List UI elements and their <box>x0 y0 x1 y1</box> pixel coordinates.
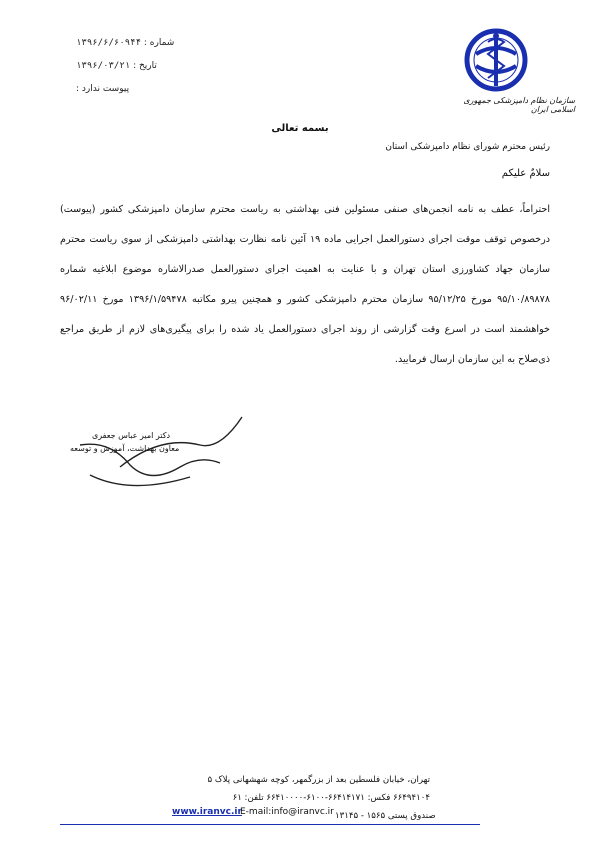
letter-number-value: ۱۳۹۶/۶/۶۰۹۴۴ <box>76 38 142 48</box>
letter-salutation: سلامٌ علیکم <box>501 168 550 179</box>
organization-name: سازمان نظام دامپزشکی جمهوری اسلامی ایران <box>463 96 575 114</box>
footer-website-link[interactable]: www.iranvc.ir <box>172 807 242 817</box>
letter-attachment: پیوست ندارد : <box>76 84 130 94</box>
letter-heading: بسمه تعالی <box>271 123 329 134</box>
letter-date-value: ۱۳۹۶/۰۳/۲۱ <box>76 61 131 71</box>
footer-pobox: صندوق پستی ۱۵۶۵ - ۱۳۱۴۵ <box>335 811 436 821</box>
signer-name: دکتر امیر عباس جعفری <box>92 431 171 440</box>
organization-logo-icon <box>462 28 530 92</box>
letter-body: احتراماً، عطف به نامه انجمن‌های صنفی مسئولین فنی بهداشتی به ریاست محترم سازمان دامپزشکی کشور (پیوست) درخصوص توقف موقت اجرای دستورالعمل اجرایی ماده ۱۹ آئین نامه نظارت بهداشتی دامپزشکی از سوی ریاست محترم سازمان جهاد کشاورزی استان تهران و با عنایت به اهمیت اجرای دستورالعمل صدرالاشاره موضوع ابلاغیه شماره ۹۵/۱۰/۸۹۸۷۸ مورخ ۹۵/۱۲/۲۵ سازمان محترم دامپزشکی کشور و همچنین پیرو مکاتبه ۱۳۹۶/۱/۵۹۴۷۸ مورخ ۹۶/۰۲/۱۱ خواهشمند است در اسرع وقت گزارشی از روند اجرای دستورالعمل یاد شده را برای پیگیری‌های لازم از طریق مراجع ذی‌صلاح به این سازمان ارسال فرمایید. <box>60 204 550 365</box>
signer-title: معاون بهداشت، آموزش و توسعه <box>70 444 180 453</box>
footer-phone-fax: ۶۶۴۹۴۱۰۴ فکس: ۶۶۴۱۴۱۷۱-۶۱۰۰-۶۶۴۱۰۰۰۰ تلفن: ۶۱ <box>232 793 430 803</box>
footer-address: تهران، خیابان فلسطین بعد از بزرگمهر، کوچه شهشهانی پلاک ۵ <box>207 775 430 785</box>
footer-divider <box>60 824 480 825</box>
letter-number-label: شماره : <box>143 38 175 48</box>
footer-email[interactable]: E-mail:info@iranvc.ir <box>240 807 334 817</box>
letter-date-label: تاریخ : <box>133 61 157 71</box>
letter-number <box>76 38 174 48</box>
letter-recipient: رئیس محترم شورای نظام دامپزشکی استان <box>385 142 550 152</box>
letter-date <box>76 61 157 71</box>
